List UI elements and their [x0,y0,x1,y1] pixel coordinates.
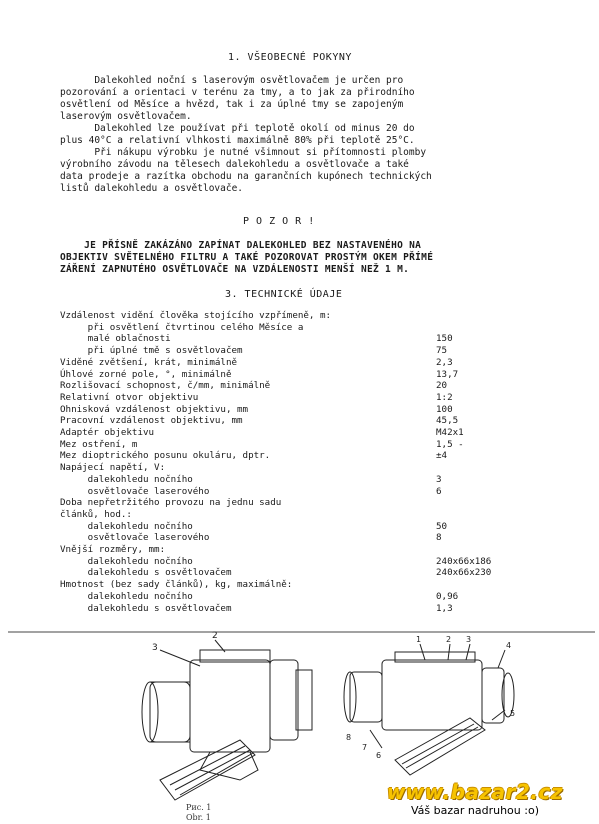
spec-label: při úplné tmě s osvětlovačem [60,345,243,357]
spec-value: M42x1 [436,427,464,438]
section1-line: Při nákupu výrobku je nutné všimnout si přítomnosti plomby [60,147,427,158]
spec-label: Rozlišovací schopnost, č/mm, minimálně [60,380,271,392]
spec-label: dalekohledu nočního [60,473,193,485]
section1-line: plus 40°C a relativní vlhkosti maximálně 80% při teplotě 25°C. [60,135,415,146]
spec-value: 45,5 [436,415,459,427]
spec-value: 3 [436,473,442,485]
callout-label: 2 [446,635,452,644]
spec-label: Adaptér objektivu [60,427,155,438]
spec-value: 240x66x230 [436,567,492,579]
watermark-url: www.bazar2.cz [386,780,564,804]
warning-line: ZÁŘENÍ ZAPNUTÉHO OSVĚTLOVAČE NA VZDÁLENOSTI MENŠÍ NEŽ 1 M. [60,264,410,275]
spec-value: 1,3 [436,602,453,614]
spec-value: 0,96 [436,590,459,602]
spec-row [60,345,530,356]
spec-value: 150 [436,333,453,345]
spec-row [60,380,530,391]
spec-row [60,544,530,555]
spec-value: 13,7 [436,368,459,380]
spec-value: 1:2 [436,391,453,403]
spec-label: dalekohledu nočního [60,555,193,567]
section3-title: 3. TECHNICKÉ ÚDAJE [225,289,343,300]
spec-label: dalekohledu s osvětlovačem [60,567,232,579]
section1-title: 1. VŠEOBECNÉ POKYNY [228,52,352,63]
spec-value: 50 [436,520,448,532]
section1-line: Dalekohled lze používat při teplotě okolí od minus 20 do [60,123,415,134]
spec-row [60,310,530,321]
spec-row [60,427,530,438]
spec-row [60,591,530,602]
spec-label: Hmotnost (bez sady článků), kg, maximálně: [60,579,293,591]
spec-label: Vzdálenost vidění člověka stojícího vzpřímeně, m: [60,310,332,321]
callout-label: 6 [376,751,382,760]
spec-value: ±4 [436,450,448,462]
spec-row [60,567,530,578]
spec-row [60,474,530,485]
spec-row [60,556,530,567]
spec-value: 20 [436,380,448,392]
figure-caption-cz: Obr. 1 [186,813,211,822]
spec-label: Mez dioptrického posunu okuláru, dptr. [60,450,271,462]
night-binocular-drawing-right [344,644,514,775]
callout-label: 2 [212,631,218,641]
spec-value: 240x66x186 [436,555,492,567]
spec-row [60,462,530,473]
spec-label: při osvětlení čtvrtinou celého Měsíce a [60,321,304,333]
spec-label: dalekohledu s osvětlovačem [60,602,232,614]
spec-label: dalekohledu nočního [60,590,193,602]
spec-row [60,439,530,450]
callout-label: 3 [152,643,158,653]
spec-row [60,357,530,368]
spec-value: 1,5 - [436,438,464,450]
callout-label: 8 [346,733,352,742]
warning-line: OBJEKTIV SVĚTELNÉHO FILTRU A TAKÉ POZOROVAT PROSTÝM OKEM PŘÍMÉ [60,252,434,263]
spec-label: Relativní otvor objektivu [60,391,199,403]
section1-line: pozorování a orientaci v terénu za tmy, a to jak za přirodního [60,87,415,98]
spec-row [60,415,530,426]
spec-label: Napájecí napětí, V: [60,462,166,474]
spec-label: článků, hod.: [60,508,132,520]
callout-label: 7 [362,743,368,752]
spec-label: dalekohledu nočního [60,520,193,532]
night-binocular-drawing-left [142,640,312,800]
spec-label: osvětlovače laserového [60,532,210,544]
spec-row [60,450,530,461]
spec-label: Pracovní vzdálenost objektivu, mm [60,415,243,427]
spec-label: Vnější rozměry, mm: [60,544,166,555]
spec-row [60,333,530,344]
spec-row [60,322,530,333]
section1-line: data prodeje a razítka obchodu na garančních kupónech technických [60,171,432,182]
section1-line: listů dalekohledu a osvětlovače. [60,183,244,194]
section1-line: laserovým osvětlovačem. [60,111,192,122]
spec-label: osvětlovače laserového [60,485,210,497]
spec-row [60,603,530,614]
spec-row [60,497,530,508]
spec-label: Úhlové zorné pole, °, minimálně [60,368,232,380]
watermark-tagline: Váš bazar nadruhou :o) [355,804,595,822]
spec-row [60,392,530,403]
spec-row [60,532,530,543]
spec-row [60,579,530,590]
spec-row [60,404,530,415]
warning-line: JE PŘÍSNĚ ZAKÁZÁNO ZAPÍNAT DALEKOHLED BEZ NASTAVENÉHO NA [60,240,422,251]
spec-value: 2,3 [436,356,453,368]
spec-value: 6 [436,485,442,497]
spec-label: Doba nepřetržitého provozu na jednu sadu [60,497,282,509]
section1-line: osvětlení od Měsíce a hvězd, tak i za úplné tmy se zapojeným [60,99,404,110]
callout-label: 3 [466,635,472,644]
spec-label: Viděné zvětšení, krát, minimálně [60,356,238,368]
spec-value: 75 [436,345,448,357]
spec-value: 8 [436,532,442,544]
callout-label: 1 [416,635,422,644]
section1-line: Dalekohled noční s laserovým osvětlovačem je určen pro [60,75,404,86]
figure-caption-ru: Рис. 1 [186,803,212,812]
spec-row [60,486,530,497]
callout-label: 5 [510,709,516,718]
spec-label: Mez ostření, m [60,438,138,450]
section1-line: výrobního závodu na tělesech dalekohledu a osvětlovače a také [60,159,409,170]
spec-value: 100 [436,403,453,415]
bazar-watermark [355,780,595,824]
spec-row [60,369,530,380]
spec-row [60,509,530,520]
callout-label: 4 [506,641,512,650]
warning-title: P O Z O R ! [243,216,315,227]
spec-label: malé oblačnosti [60,333,171,345]
spec-row [60,521,530,532]
spec-label: Ohnisková vzdálenost objektivu, mm [60,403,249,415]
